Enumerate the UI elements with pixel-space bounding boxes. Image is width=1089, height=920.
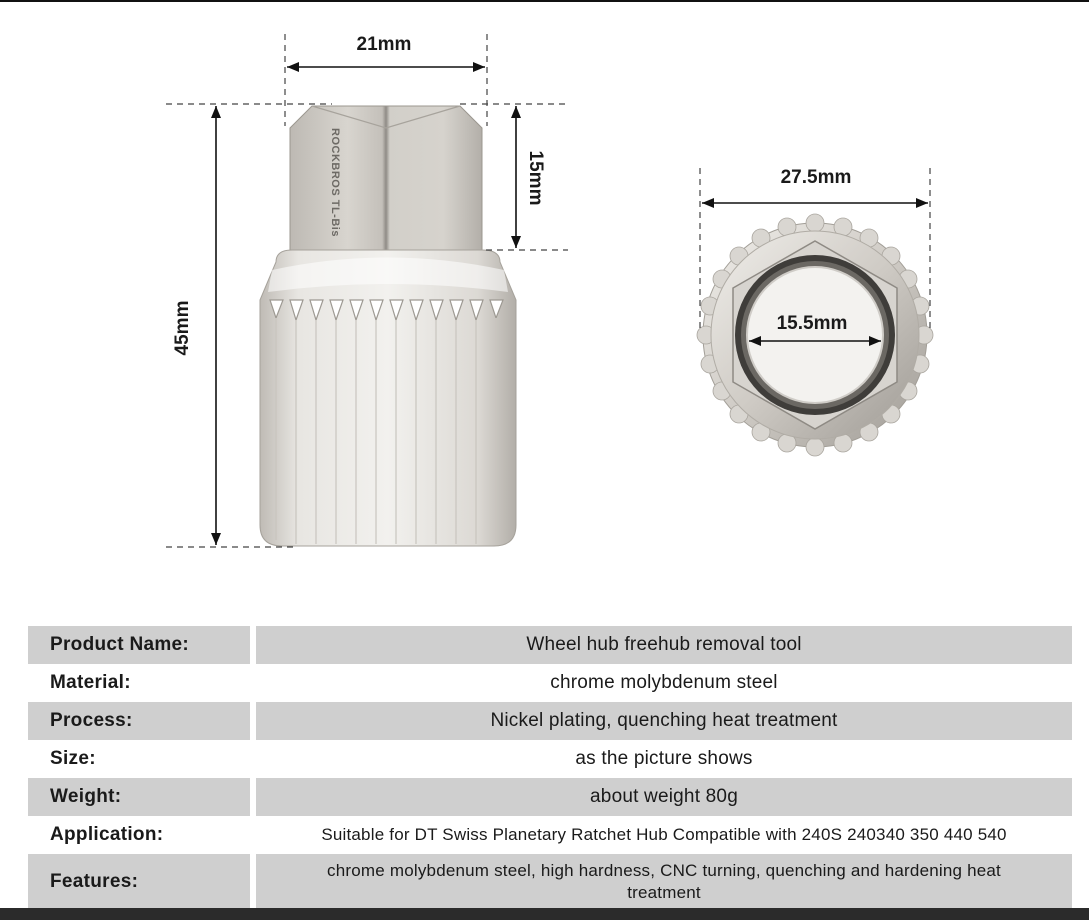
spec-value: as the picture shows: [575, 748, 753, 769]
dim-head-height-label: 15mm: [525, 150, 546, 206]
engraving-text: ROCKBROS TL-Bis: [329, 128, 341, 237]
side-view: [166, 34, 568, 547]
spec-row-features: [28, 854, 1072, 910]
spec-label: Weight:: [28, 778, 250, 816]
spec-value: chrome molybdenum steel, high hardness, CNC turning, quenching and hardening heat treatment: [256, 854, 1072, 910]
spec-value: Nickel plating, quenching heat treatment: [256, 702, 1072, 740]
dim-total-height-label: 45mm: [172, 300, 193, 356]
spec-row-process: [28, 702, 1072, 740]
spec-row-application: [28, 816, 1072, 854]
dim-top-width-label: 21mm: [356, 34, 412, 55]
spec-label: Size:: [50, 748, 96, 769]
spec-label: Process:: [28, 702, 250, 740]
spec-value: Wheel hub freehub removal tool: [256, 626, 1072, 664]
spec-label: Features:: [28, 854, 250, 910]
spec-row-product-name: [28, 626, 1072, 664]
spec-label: Material:: [50, 672, 131, 693]
spec-value: chrome molybdenum steel: [550, 672, 778, 693]
dim-outer-diameter-label: 27.5mm: [780, 167, 852, 188]
spec-table: [28, 626, 1072, 910]
spec-row-material: [28, 664, 1072, 702]
spec-row-size: [28, 740, 1072, 778]
spec-label: Product Name:: [28, 626, 250, 664]
spec-row-weight: [28, 778, 1072, 816]
bottom-border: [0, 908, 1089, 920]
splined-body: [260, 250, 516, 546]
spec-label: Application:: [50, 824, 164, 845]
dim-inner-diameter-label: 15.5mm: [776, 313, 848, 334]
spec-value: about weight 80g: [256, 778, 1072, 816]
spec-value: Suitable for DT Swiss Planetary Ratchet Hub Compatible with 240S 240340 350 440 540: [321, 825, 1007, 844]
end-view: [697, 167, 933, 456]
